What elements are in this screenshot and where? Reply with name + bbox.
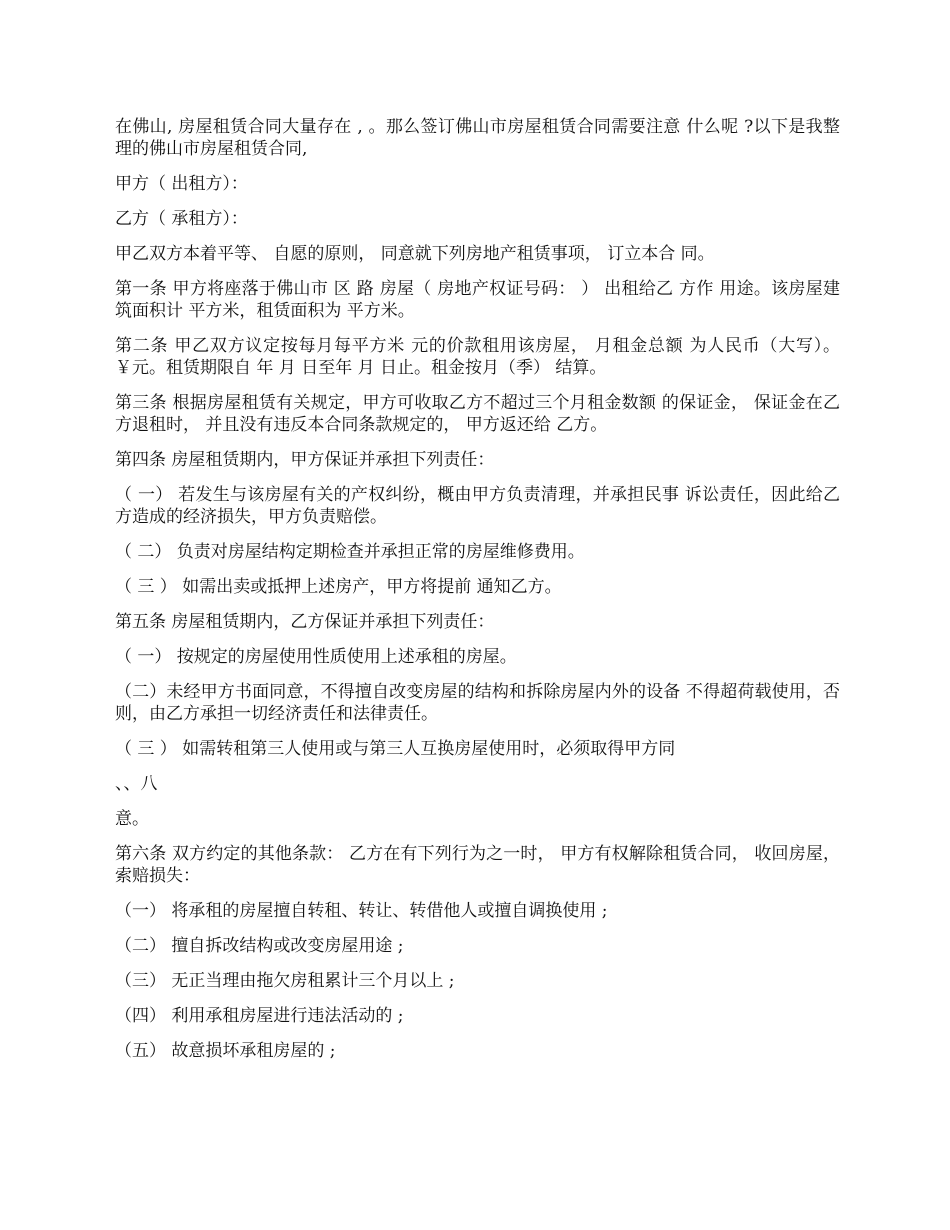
article-4-item-1: （ 一） 若发生与该房屋有关的产权纠纷，概由甲方负责清理，并承担民事 诉讼责任，因此给乙方造成的经济损失，甲方负责赔偿。	[115, 485, 840, 527]
article-6-paragraph: 第六条 双方约定的其他条款： 乙方在有下列行为之一时， 甲方有权解除租赁合同， 收回房屋，索赔损失：	[115, 844, 840, 886]
intro-paragraph: 在佛山, 房屋租赁合同大量存在 , 。那么签订佛山市房屋租赁合同需要注意 什么呢 ?以下是我整理的佛山市房屋租赁合同,	[115, 117, 840, 159]
party-a-line: 甲方（ 出租方）：	[115, 174, 248, 194]
article-3-paragraph: 第三条 根据房屋租赁有关规定，甲方可收取乙方不超过三个月租金数额 的保证金， 保证金在乙方退租时， 并且没有违反本合同条款规定的， 甲方返还给 乙方。	[115, 393, 840, 435]
article-5-heading: 第五条 房屋租赁期内，乙方保证并承担下列责任：	[115, 612, 495, 632]
article-4-item-2: （ 二） 负责对房屋结构定期检查并承担正常的房屋维修费用。	[115, 542, 585, 562]
article-5-item-3: （ 三 ） 如需转租第三人使用或与第三人互换房屋使用时，必须取得甲方同	[115, 739, 676, 759]
article-6-item-1: （一） 将承租的房屋擅自转租、转让、转借他人或擅自调换使用 ;	[115, 901, 608, 921]
article-5-item-1: （ 一） 按规定的房屋使用性质使用上述承租的房屋。	[115, 647, 517, 667]
stray-text-line: 、、八	[115, 774, 158, 794]
article-4-item-3: （ 三 ） 如需出卖或抵押上述房产，甲方将提前 通知乙方。	[115, 577, 562, 597]
article-5-item-3-end: 意。	[115, 809, 149, 829]
article-6-item-3: （三） 无正当理由拖欠房租累计三个月以上 ;	[115, 971, 455, 991]
party-b-line: 乙方（ 承租方）：	[115, 209, 248, 229]
preamble-paragraph: 甲乙双方本着平等、 自愿的原则， 同意就下列房地产租赁事项， 订立本合 同。	[115, 244, 715, 264]
article-6-item-5: （五） 故意损坏承租房屋的 ;	[115, 1041, 336, 1061]
article-5-item-2: （二）未经甲方书面同意，不得擅自改变房屋的结构和拆除房屋内外的设备 不得超荷载使用，否则，由乙方承担一切经济责任和法律责任。	[115, 682, 840, 724]
article-4-heading: 第四条 房屋租赁期内，甲方保证并承担下列责任：	[115, 450, 495, 470]
document-page	[115, 116, 840, 1075]
article-6-item-4: （四） 利用承租房屋进行违法活动的 ;	[115, 1006, 404, 1026]
article-6-item-2: （二） 擅自拆改结构或改变房屋用途 ;	[115, 936, 404, 956]
article-2-paragraph: 第二条 甲乙双方议定按每月每平方米 元的价款租用该房屋， 月租金总额 为人民币（大写）。￥元。租赁期限自 年 月 日至年 月 日止。租金按月（季） 结算。	[115, 336, 840, 378]
article-1-paragraph: 第一条 甲方将座落于佛山市 区 路 房屋（ 房地产权证号码： ） 出租给乙 方作 用途。该房屋建筑面积计 平方米，租赁面积为 平方米。	[115, 279, 840, 321]
